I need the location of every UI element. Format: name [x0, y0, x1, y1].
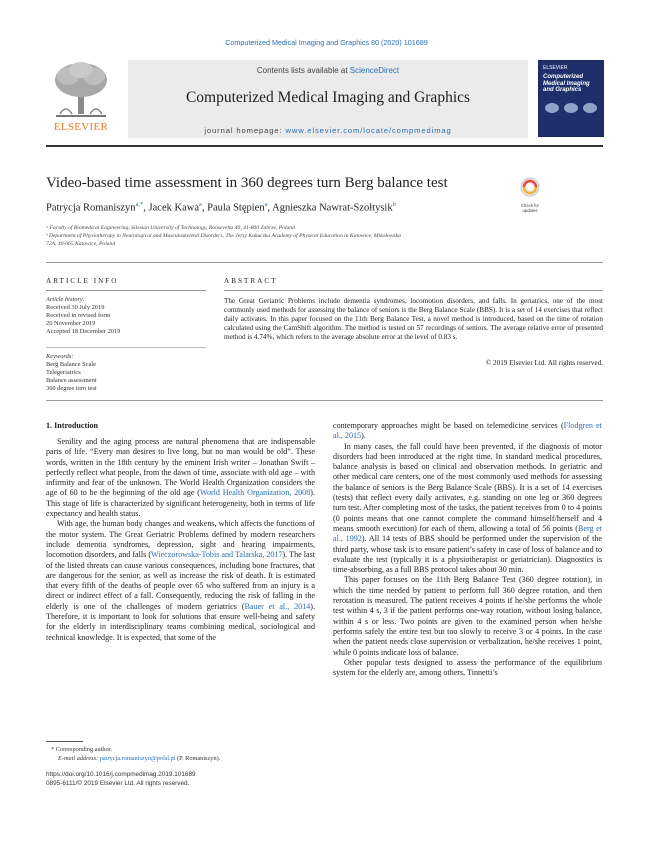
affiliation-a: ᵃ Faculty of Biomedical Engineering, Silesian University of Technology, Roosevelta 40, 41-800 Zabrze, Poland — [46, 225, 295, 231]
author-affiliation-mark[interactable]: a — [264, 201, 268, 208]
journal-cover[interactable] — [538, 60, 604, 137]
author-name[interactable]: Agnieszka Nawrat-Szołtysik — [272, 202, 393, 214]
paragraph — [46, 519, 315, 643]
article-history — [46, 296, 206, 336]
journal-title: Computerized Medical Imaging and Graphics — [185, 89, 471, 106]
history-line: Received 30 July 2019 — [46, 303, 105, 311]
abstract-heading: ABSTRACT — [224, 277, 278, 285]
text-run: ). The last of the listed threats can cause various consequences, including bone fractures, that are dangerous for the senior, as well as increase the risk of death. It is estimated that every fifth of the deaths of people over 65 who suffered from an injury is a direct or indirect effect of a fall. Consequently, reducing the risk of falling in the elderly is one of the challenges of modern geriatrics ( — [46, 550, 315, 611]
email-label: E-mail address: — [58, 755, 100, 762]
email-suffix: (P. Romaniszyn). — [175, 755, 221, 762]
article-history-label: Article history: — [46, 296, 85, 303]
abstract-copyright: © 2019 Elsevier Ltd. All rights reserved. — [485, 359, 603, 367]
publisher-name: ELSEVIER — [53, 121, 109, 133]
author-affiliation-mark[interactable]: a — [198, 201, 202, 208]
citation-link[interactable]: Flodgren et al., 2015 — [333, 421, 602, 441]
affiliation-b: ᵇ Department of Physiotherapy in Neurological and Musculoskeletal Disorders, The Jerzy Kukuczka Academy of Physical Education in Katowice, Mikołowska — [46, 233, 401, 239]
history-line: Received in revised form — [46, 311, 111, 319]
article-info-heading: ARTICLE INFO — [46, 277, 119, 285]
homepage-prefix: journal homepage: — [204, 126, 286, 135]
body-divider — [46, 400, 603, 401]
keywords — [46, 353, 206, 393]
paragraph: This paper focuses on the 11th Berg Balance Test (360 degree rotation), in which the time needed by patient to perform full 360 degree rotation, and then rerotation is measured. The patient receives 4 points if he/she performs the whole test within 4 s, 3 if the patient performs one-way rotation, without losing balance, within 4 s or less. Two points are given to the examined person when he/she performs safely the entire test but too slowly to receive 3 or 4 points. In the case when the patient needs close supervision or verbalization, he/she receives 1 point, while 0 points indicate loss of balance. — [333, 575, 602, 657]
footnote-divider — [46, 741, 83, 742]
sciencedirect-link[interactable]: ScienceDirect — [349, 66, 400, 75]
affiliation-divider — [46, 262, 603, 263]
right-column — [333, 421, 602, 678]
homepage-link[interactable]: www.elsevier.com/locate/compmedimag — [285, 126, 452, 135]
paragraph: Other popular tests designed to assess the performance of the equilibrium system for the elderly are, among others, Tinnetti’s — [333, 657, 602, 678]
check-for-updates-label: Check for updates — [521, 203, 539, 213]
paragraph — [46, 437, 315, 519]
keyword: 360 degree turn test — [46, 384, 97, 392]
author-affiliation-mark[interactable]: b — [392, 201, 396, 208]
text-run: With age, the human body changes and weakens, which affects the functions of the motor system. The Great Geriatric Problems defined by modern researchers include dementia syndromes, depression, sight and hearing impairments, locomotion disorders, and falls ( — [46, 519, 315, 560]
cover-title: Computerized Medical Imaging and Graphics — [543, 74, 590, 93]
corresponding-author: * Corresponding author. — [51, 746, 113, 753]
text-run: ). — [361, 431, 366, 441]
abstract-divider — [224, 290, 603, 291]
author-name[interactable]: Jacek Kawa — [148, 202, 199, 214]
paragraph — [333, 421, 602, 442]
citation-link[interactable]: Bauer et al., 2014 — [244, 601, 311, 611]
check-for-updates-button[interactable] — [515, 176, 545, 213]
abstract-text: The Great Geriatric Problems include dementia syndromes, locomotion disorders, and falls. In geriatrics, one of the most commonly used methods for assessing the balance of seniors is the Berg Balance Scale (BBS). It is a set of 14 exercises that reflect daily activates. In this paper focused on the 11th Berg Balance Test, a novel method is introduced, based on the time of rotation calculated using the CamShift algorithm. The method is tested on 57 recordings of seniors. The average relative error of presented method is 4.74%, which refers to the average absolute error at the level of 0.83 s. — [224, 297, 603, 342]
history-line: Accepted 18 December 2019 — [46, 327, 121, 335]
author-affiliation-mark[interactable]: a,* — [135, 201, 144, 208]
email-line — [58, 755, 220, 762]
check-for-updates-icon — [515, 176, 545, 198]
text-run: ). Therefore, it is important to look for solutions that ensure well-being and safety for the elderly in interdisciplinary teams combining medical, sociological and technical knowledge. It is expected, that some of the — [46, 601, 316, 642]
journal-homepage — [128, 126, 528, 135]
journal-reference[interactable]: Computerized Medical Imaging and Graphics 80 (2020) 101689 — [225, 38, 428, 47]
affiliation-b-continued: 72A, 40-065 Katowice, Poland — [46, 241, 116, 247]
article-info-divider — [46, 290, 206, 291]
doi-link[interactable]: https://doi.org/10.1016/j.compmedimag.2019.101689 — [46, 771, 196, 778]
text-run: contemporary approaches might be based on telemedicine services ( — [333, 421, 564, 430]
keyword: Berg Balance Scale — [46, 360, 96, 368]
paper-title: Video-based time assessment in 360 degrees turn Berg balance test — [46, 175, 448, 191]
left-column — [46, 437, 315, 643]
text-run: Senility and the aging process are natural phenomena that are indispensable parts of life. “Every man desires to live long, but no man would be old”. These words, written in the 18th century by the eminent Irish writer – Jonathan Swift – perfectly reflect what people, from the dawn of time, associate with old age – with infirmity and fear of the unknown. The World Health Organization considers the age of 60 to be the beginning of the old age ( — [46, 437, 315, 498]
contents-line — [128, 66, 528, 75]
keywords-divider — [46, 347, 206, 348]
citation-link[interactable]: Berg et al., 1992 — [333, 523, 603, 544]
issn-line: 0895-6111/© 2019 Elsevier Ltd. All rights reserved. — [46, 780, 190, 787]
keyword: Telegeriatrics — [46, 368, 81, 376]
author-list: Patrycja Romaniszyn$^{a,*}$, Jacek Kawa$^a$, Paula Stępien$^a$, Agnieszka Nawrat-Szołtysik$^b$ — [46, 201, 396, 214]
cover-images-icon — [543, 101, 599, 115]
cover-logo: ELSEVIER — [543, 65, 568, 71]
citation-link[interactable]: World Health Organization, 2008 — [199, 488, 311, 498]
citation-link[interactable]: Wieczorowska-Tobis and Talarska, 2017 — [151, 550, 283, 560]
text-run: In many cases, the fall could have been prevented, if the diagnosis of motor disorders had been introduced at the right time. In standard medical procedures, balance analysis is based on clinical and observation methods. In geriatric and other medical care centers, one of the most commonly used methods for assessing the balance of seniors is the Berg Balance Scale (BBS). It is a set of 14 exercises (tests) that reflect every daily activates, e.g. standing on one leg or 360 degrees turn test. After completing most of the tasks, the patient receives from 0 to 4 points (0 points means that one cannot complete the command himself/herself and 4 means smooth execution) for each of them, allowing a total of 56 points ( — [333, 441, 602, 533]
keyword: Balance assessment — [46, 376, 97, 384]
email-link[interactable]: patrycja.romaniszyn@polsl.pl — [99, 755, 176, 762]
contents-prefix: Contents lists available at — [256, 66, 350, 75]
author-name[interactable]: Paula Stępien — [207, 202, 265, 214]
history-line: 26 November 2019 — [46, 319, 96, 327]
introduction-heading: 1. Introduction — [46, 421, 99, 430]
header-divider — [46, 145, 603, 147]
text-run: ). This stage of life is characterized by significant heterogeneity, both in terms of life expectancy and health status. — [46, 488, 315, 519]
keywords-label: Keywords: — [46, 353, 74, 360]
paragraph — [333, 442, 602, 576]
text-run: ). All 14 tests of BBS should be performed under the supervision of the third party, whose task is to ensure patient’s safety in case of loss of balance and to evaluate the test (typically it is a physiotherapist or geriatrician). Diagnostics is time-absorbing, as a full BBS protocol takes about 30 min. — [333, 534, 603, 575]
author-name[interactable]: Patrycja Romaniszyn — [46, 202, 136, 214]
